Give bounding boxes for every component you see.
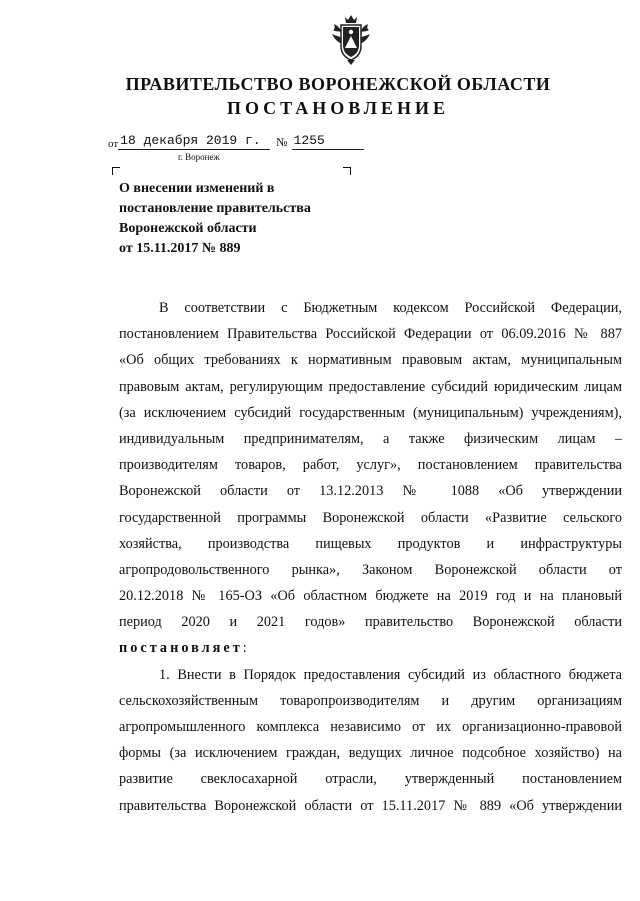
document-city: г. Воронеж — [178, 152, 220, 162]
body-line: агропродовольственного рынка», Законом Воронежской области от — [119, 561, 622, 578]
document-subject — [119, 179, 359, 259]
body-line: В соответствии с Бюджетным кодексом Российской Федерации, — [159, 300, 622, 316]
body-line: сельскохозяйственным товаропроизводителям и другим организациям — [119, 692, 622, 709]
body-line: развитие свеклосахарной отрасли, утвержденный постановлением — [119, 771, 622, 788]
resolves-word: постановляет — [119, 640, 243, 657]
subject-corner-left — [112, 167, 120, 175]
subject-line: Воронежской области — [119, 221, 257, 236]
body-line: Воронежской области от 13.12.2013 № 1088 «Об утверждении — [119, 483, 622, 500]
subject-corner-right — [343, 167, 351, 175]
body-line: хозяйства, производства пищевых продуктов и инфраструктуры — [119, 535, 622, 552]
body-line: постановлением Правительства Российской Федерации от 06.09.2016 № 887 — [119, 326, 622, 343]
government-title: ПРАВИТЕЛЬСТВО ВОРОНЕЖСКОЙ ОБЛАСТИ — [125, 74, 551, 94]
body-line: агропромышленного комплекса независимо от их организационно-правовой — [119, 719, 622, 735]
body-line: правовым актам, регулирующим предоставление субсидий юридическим лицам — [119, 378, 622, 395]
document-date: 18 декабря 2019 г. — [118, 134, 270, 150]
subject-line: от 15.11.2017 № 889 — [119, 241, 241, 256]
body-line: период 2020 и 2021 годов» правительство Воронежской области — [119, 614, 622, 631]
body-line: индивидуальным предпринимателям, а также физическим лицам – — [119, 430, 622, 447]
document-number: 1255 — [292, 134, 364, 150]
coat-of-arms-icon — [330, 14, 372, 66]
body-line: 20.12.2018 № 165-ОЗ «Об областном бюджете на 2019 год и на плановый — [119, 588, 622, 605]
body-line: формы (за исключением граждан, ведущих личное подсобное хозяйство) на — [119, 745, 622, 762]
body-line: производителям товаров, работ, услуг», постановлением правительства — [119, 457, 622, 474]
number-prefix: № — [276, 135, 288, 149]
body-line: государственной программы Воронежской области «Развитие сельского — [119, 509, 622, 526]
body-line: правительства Воронежской области от 15.11.2017 № 889 «Об утверждении — [119, 797, 622, 814]
subject-line: О внесении изменений в — [119, 181, 275, 196]
document-body — [119, 295, 622, 819]
document-type: ПОСТАНОВЛЕНИЕ — [226, 98, 450, 118]
document-meta — [108, 134, 364, 150]
resolves-colon: : — [242, 640, 247, 657]
body-line: «Об общих требованиях к нормативным правовым актам, муниципальным — [119, 352, 622, 369]
resolves-line — [119, 635, 622, 661]
date-prefix: от — [108, 138, 119, 150]
subject-line: постановление правительства — [119, 201, 311, 216]
body-line: 1. Внести в Порядок предоставления субсидий из областного бюджета — [159, 666, 622, 683]
body-line: (за исключением субсидий государственным (муниципальным) учреждениям), — [119, 404, 622, 421]
